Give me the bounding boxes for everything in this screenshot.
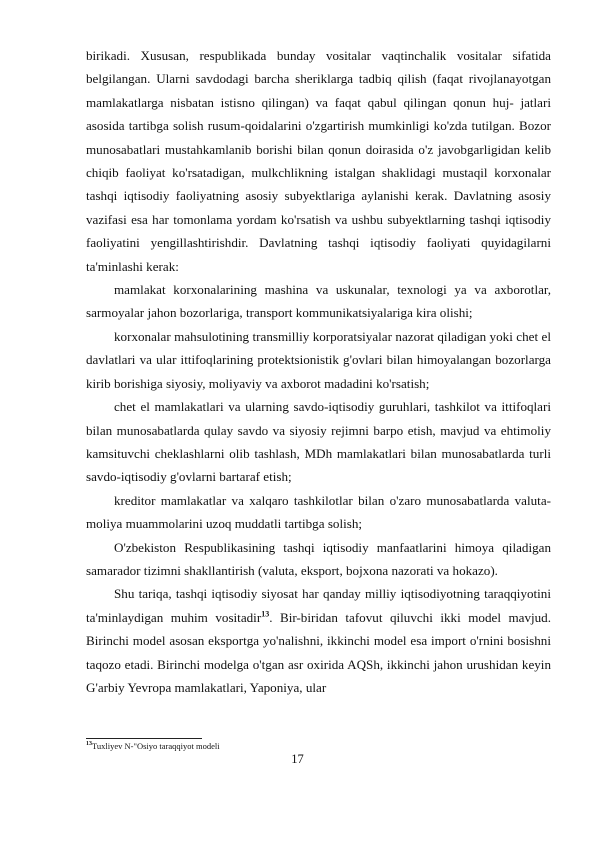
paragraph-6: O'zbekiston Respublikasining tashqi iqtisodiy manfaatlarini himoya qiladigan samarador tizimni shakllantirish (valuta, eksport, bojxona nazorati va hokazo).	[86, 539, 551, 578]
page-number: 17	[291, 752, 304, 766]
footnote-text: Tuxliyev N-"Osiyo taraqqiyot modeli	[92, 741, 220, 751]
paragraph-7-text-a: Shu tariqa, tashqi iqtisodiy siyosat har qanday milliy iqtisodiyotning taraqqiyotini ta'minlaydigan muhim vositadir	[86, 586, 551, 625]
paragraph-1: birikadi. Xususan, respublikada bunday vositalar vaqtinchalik vositalar sifatida belgilangan. Ularni savdodagi barcha sheriklarga tadbiq qilish (faqat rivojlanayotgan mamlakatlarga nisbatan istisno qilingan) va faqat qabul qilingan qonun huj- jatlari asosida tartibga solish rusum-qoidalarini o'zgartirish mumkinligi ko'zda tutilgan. Bozor munosabatlari mustahkamlanib borishi bilan qonun doirasida o'z javobgarligidan kelib chiqib faoliyat ko'rsatadigan, mulkchlikning istalgan shaklidagi mustaqil korxonalar tashqi iqtisodiy faoliyatning asosiy subyektlariga aylanishi kerak. Davlatning asosiy vazifasi esa har tomonlama yordam ko'rsatish va ushbu subyektlarning tashqi iqtisodiy faoliyatini yengillashtirishdir. Davlatning tashqi iqtisodiy faoliyati quyidagilarni ta'minlashi kerak:	[86, 48, 551, 274]
footnote-number: 13	[86, 741, 92, 748]
paragraph-4: chet el mamlakatlari va ularning savdo-iqtisodiy guruhlari, tashkilot va ittifoqlari bilan munosabatlarda qulay savdo va siyosiy rejimni barpo etish, mavjud va ehtimoliy kamsituvchi cheklashlarni olib tashlash, MDh mamlakatlari bilan munosabatlarda turli savdo-iqtisodiy g'ovlarni bartaraf etish;	[86, 399, 551, 485]
paragraph-3: korxonalar mahsulotining transmilliy korporatsiyalar nazorat qiladigan yoki chet el davlatlari va ular ittifoqlarining protektsionistik g'ovlari bilan himoyalangan bozorlarga kirib borishiga siyosiy, moliyaviy va axborot madadini ko'rsatish;	[86, 328, 551, 391]
footnote-divider	[86, 738, 202, 739]
paragraph-2: mamlakat korxonalarining mashina va uskunalar, texnologi ya va axborotlar, sarmoyalar jahon bozorlariga, transport kommunikatsiyalariga kira olishi;	[86, 282, 551, 321]
paragraph-7-text-b: . Bir-biridan tafovut qiluvchi ikki model mavjud. Birinchi model asosan eksportga yo'nalishni, ikkinchi model esa import o'rnini bosishni taqozo etadi. Birinchi modelga o'tgan asr oxirida AQSh, ikkinchi jahon urushidan keyin G'arbiy Yevropa mamlakatlari, Yaponiya, ular	[86, 609, 552, 695]
footnote	[86, 741, 551, 752]
footnote-reference[interactable]: 13	[261, 609, 270, 619]
paragraph-5: kreditor mamlakatlar va xalqaro tashkilotlar bilan o'zaro munosabatlarda valuta-moliya muammolarini uzoq muddatli tartibga solish;	[86, 492, 551, 532]
page-body	[86, 44, 551, 699]
paragraph-7	[86, 582, 551, 699]
